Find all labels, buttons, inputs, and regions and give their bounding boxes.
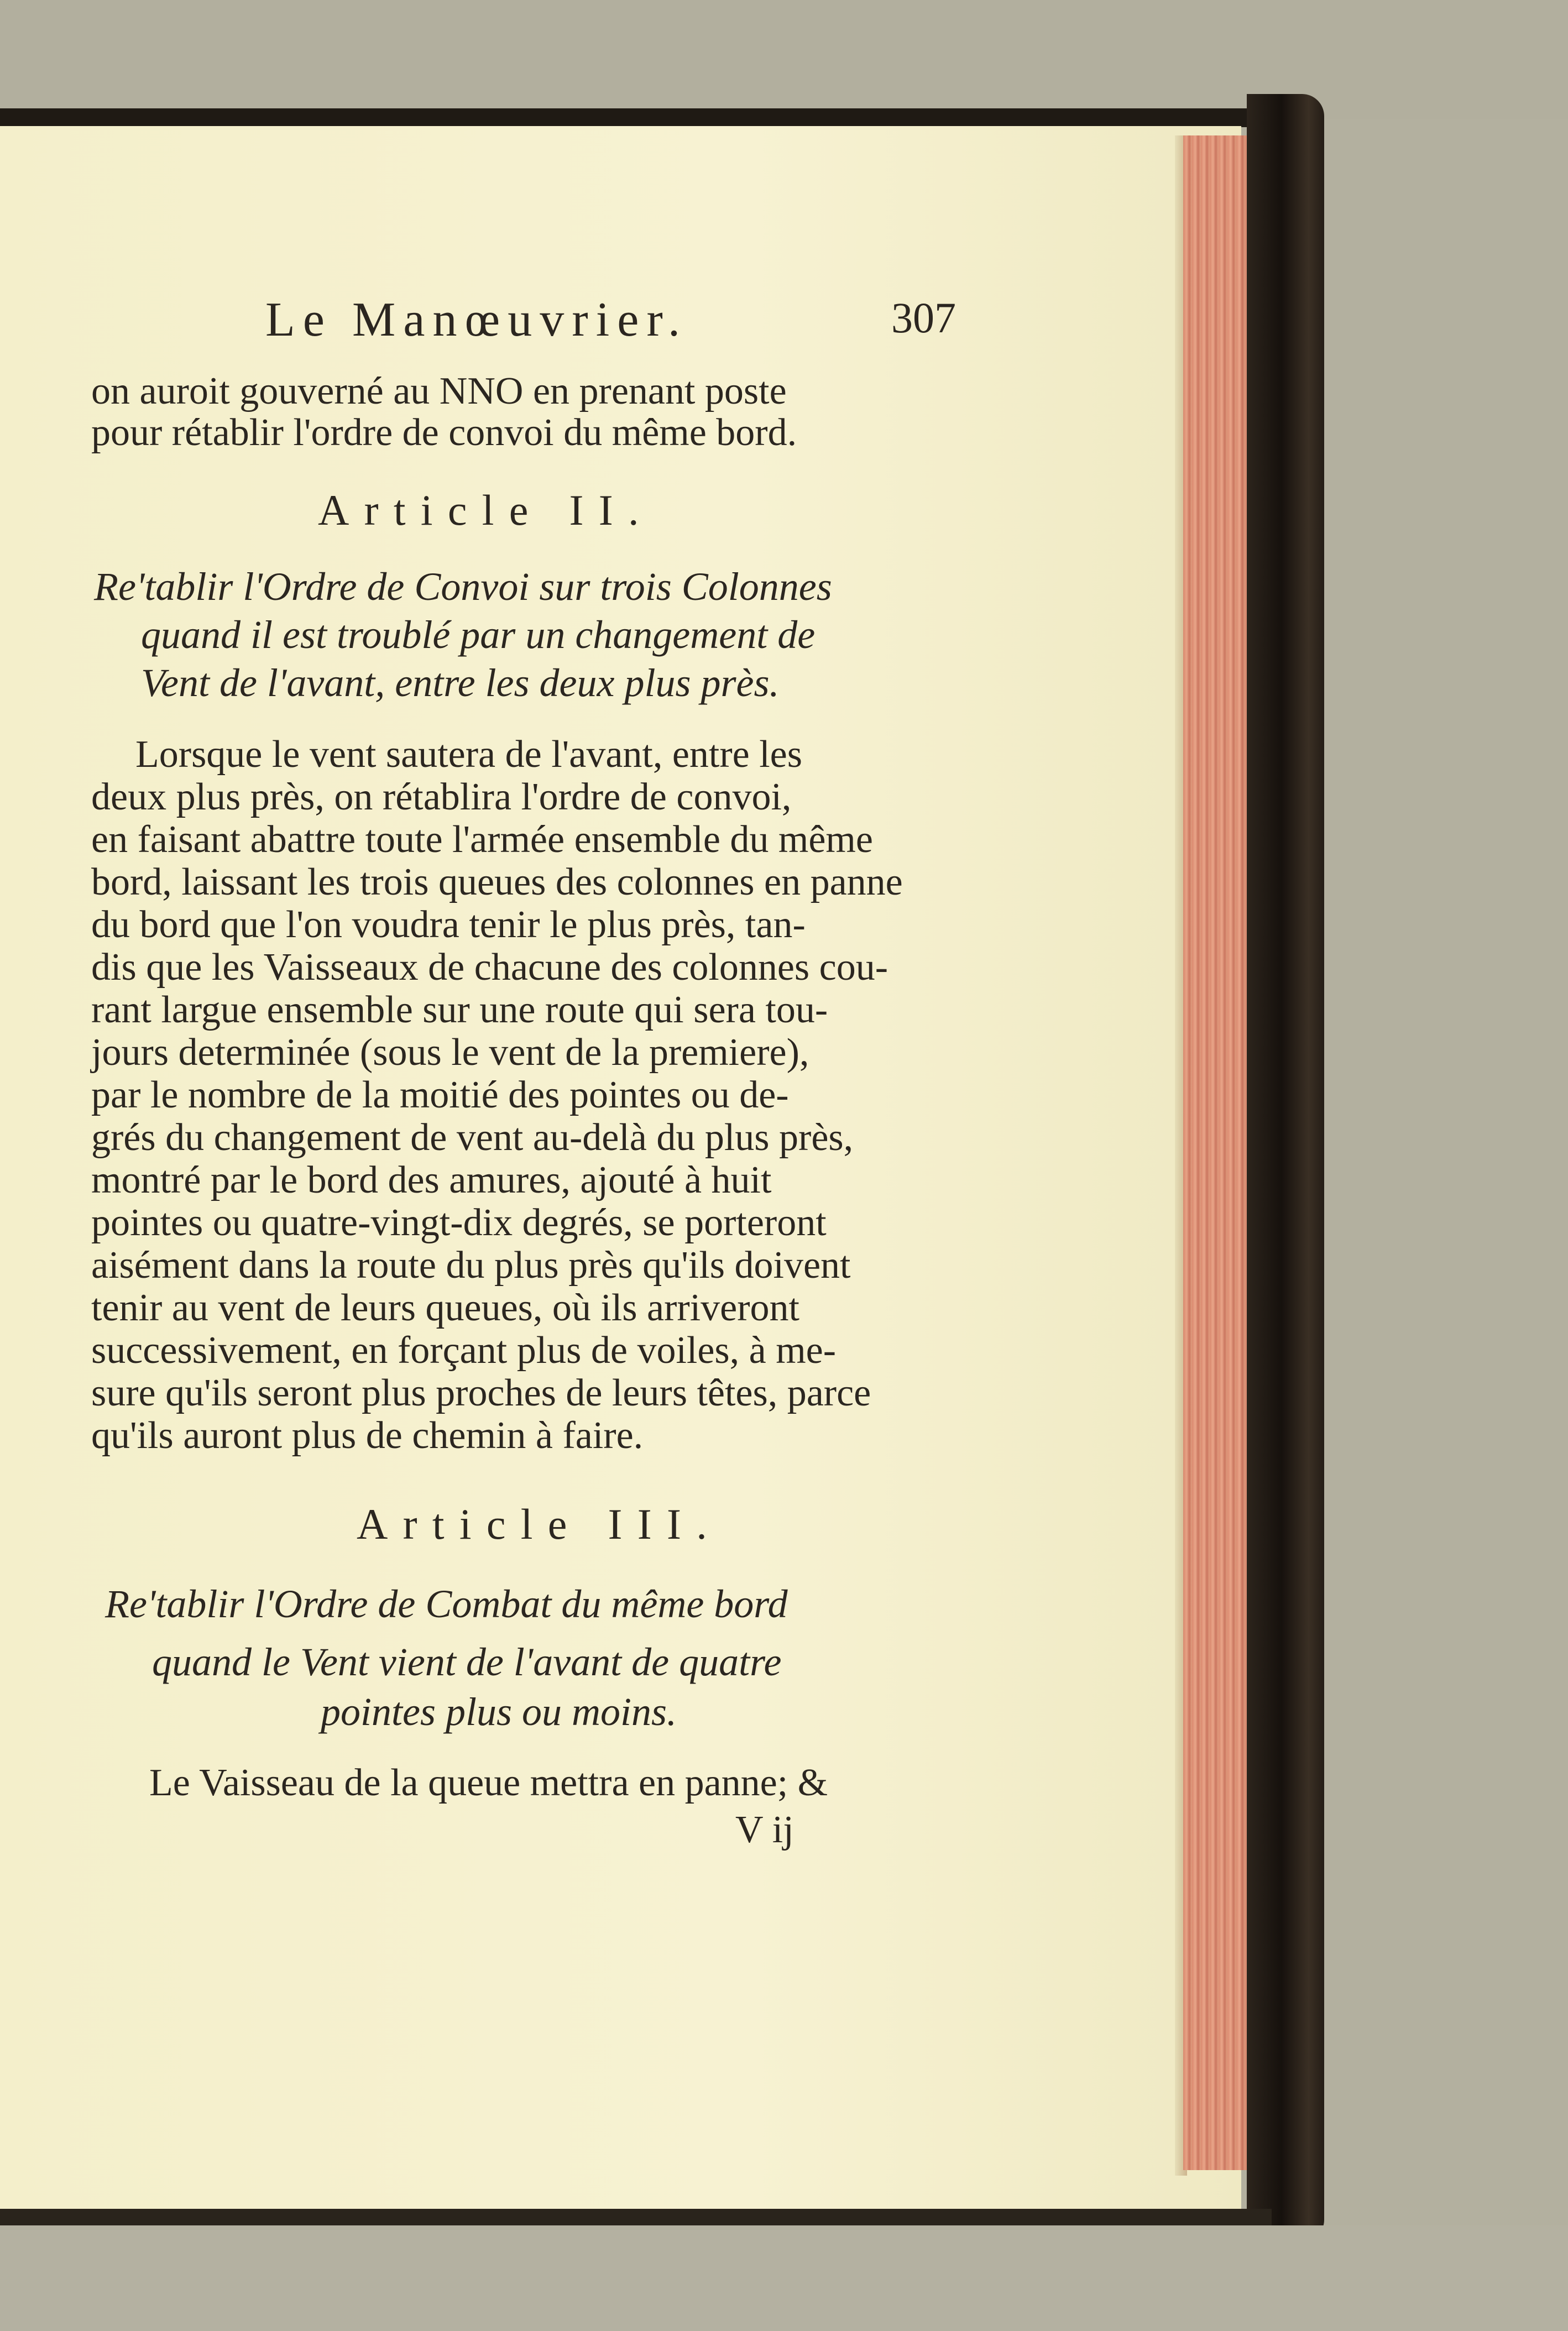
article-title-line: Vent de l'avant, entre les deux plus près.: [141, 661, 780, 705]
body-line: grés du changement de vent au-delà du plus près,: [91, 1116, 854, 1159]
body-line: en faisant abattre toute l'armée ensemble du même: [91, 818, 873, 861]
body-line: tenir au vent de leurs queues, où ils arriveront: [91, 1287, 799, 1329]
body-line: rant largue ensemble sur une route qui sera tou-: [91, 989, 828, 1031]
article-title-line: pointes plus ou moins.: [321, 1690, 677, 1734]
scan-background-bottom: [0, 2225, 1568, 2331]
body-line: on auroit gouverné au NNO en prenant poste: [91, 370, 787, 412]
body-line: sure qu'ils seront plus proches de leurs têtes, parce: [91, 1372, 871, 1414]
article-title-line: quand il est troublé par un changement de: [141, 613, 816, 657]
body-line: par le nombre de la moitié des pointes ou de-: [91, 1074, 789, 1116]
page-fore-edge: [1183, 135, 1247, 2170]
body-line: Le Vaisseau de la queue mettra en panne; &: [149, 1762, 828, 1804]
article-title-line: Re'tablir l'Ordre de Combat du même bord: [105, 1582, 788, 1626]
body-line: successivement, en forçant plus de voiles, à me-: [91, 1329, 837, 1372]
body-line: pointes ou quatre-vingt-dix degrés, se porteront: [91, 1201, 827, 1244]
body-line: qu'ils auront plus de chemin à faire.: [91, 1414, 644, 1457]
page-number: 307: [891, 294, 956, 342]
running-head: Le Manœuvrier.: [265, 293, 688, 347]
body-line: du bord que l'on voudra tenir le plus près, tan-: [91, 903, 806, 946]
body-line: pour rétablir l'ordre de convoi du même bord.: [91, 411, 797, 454]
body-line: montré par le bord des amures, ajouté à huit: [91, 1159, 772, 1201]
signature-mark: V ij: [735, 1809, 794, 1851]
article-heading: Article III.: [357, 1500, 723, 1548]
cover-edge-bottom: [0, 2209, 1272, 2225]
article-heading: Article II.: [318, 486, 654, 534]
body-line: aisément dans la route du plus près qu'ils doivent: [91, 1244, 851, 1287]
body-line: Lorsque le vent sautera de l'avant, entre les: [135, 733, 802, 776]
book-cover-edge: [1247, 94, 1324, 2242]
article-title-line: quand le Vent vient de l'avant de quatre: [152, 1640, 782, 1684]
article-title-line: Re'tablir l'Ordre de Convoi sur trois Colonnes: [94, 565, 832, 609]
body-line: jours determinée (sous le vent de la premiere),: [91, 1031, 809, 1074]
body-line: bord, laissant les trois queues des colonnes en panne: [91, 861, 903, 903]
body-line: deux plus près, on rétablira l'ordre de convoi,: [91, 776, 792, 818]
scan-background-top: [0, 0, 1568, 119]
body-line: dis que les Vaisseaux de chacune des colonnes cou-: [91, 946, 888, 989]
cover-edge-top: [0, 108, 1321, 127]
